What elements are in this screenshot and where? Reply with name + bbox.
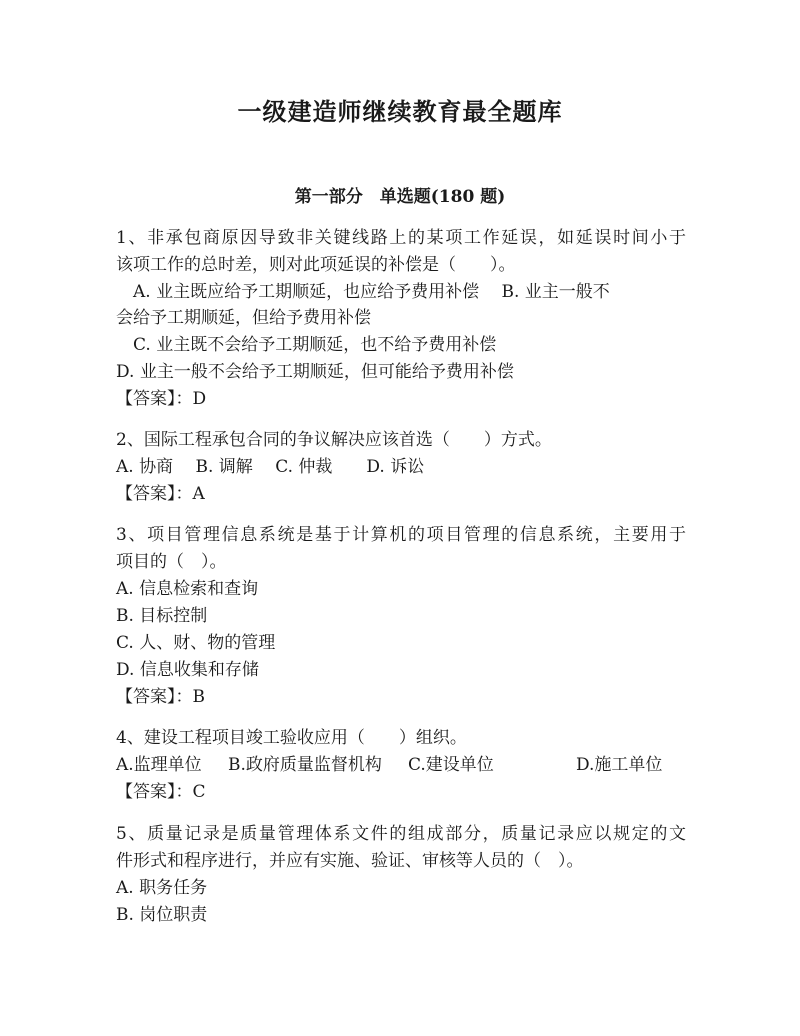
question-5-option-b: B. 岗位职责 <box>116 905 208 925</box>
question-4-options <box>116 753 686 777</box>
question-4-text: 4、建设工程项目竣工验收应用（ ）组织。 <box>116 728 467 748</box>
question-1-answer: 【答案】：D <box>116 389 207 409</box>
question-3-answer: 【答案】：B <box>116 687 205 707</box>
question-4-option-a: A.监理单位 <box>116 755 202 775</box>
question-5-text-line-1: 5、质量记录是质量管理体系文件的组成部分，质量记录应以规定的文 <box>116 824 686 844</box>
question-3-option-b: B. 目标控制 <box>116 606 208 626</box>
question-5-text-line-2: 件形式和程序进行，并应有实施、验证、审核等人员的（ ）。 <box>116 851 584 871</box>
question-4-option-c: C.建设单位 <box>408 755 494 775</box>
question-4-option-b: B.政府质量监督机构 <box>228 755 382 775</box>
question-2-options: A. 协商 B. 调解 C. 仲裁 D. 诉讼 <box>116 457 425 477</box>
question-1-options-line-2: 会给予工期顺延，但给予费用补偿 <box>116 308 371 328</box>
question-3-option-d: D. 信息收集和存储 <box>116 660 259 680</box>
question-1-option-c: C. 业主既不会给予工期顺延，也不给予费用补偿 <box>116 335 497 355</box>
question-5-option-a: A. 职务任务 <box>116 878 208 898</box>
question-1-option-d: D. 业主一般不会给予工期顺延，但可能给予费用补偿 <box>116 362 514 382</box>
question-3-text-line-1: 3、项目管理信息系统是基于计算机的项目管理的信息系统，主要用于 <box>116 525 686 545</box>
section-heading: 第一部分 单选题(180 题) <box>294 187 506 207</box>
question-1-text-line-2: 该项工作的总时差，则对此项延误的补偿是（ ）。 <box>116 255 516 275</box>
question-1-options-line-1: A. 业主既应给予工期顺延，也应给予费用补偿 B. 业主一般不 <box>116 282 610 302</box>
document-title: 一级建造师继续教育最全题库 <box>237 97 563 126</box>
question-2-answer: 【答案】：A <box>116 484 205 504</box>
question-2-text: 2、国际工程承包合同的争议解决应该首选（ ）方式。 <box>116 430 552 450</box>
question-3-text-line-2: 项目的（ ）。 <box>116 552 227 572</box>
question-4-option-d: D.施工单位 <box>576 755 663 775</box>
question-3-option-c: C. 人、财、物的管理 <box>116 633 276 653</box>
question-1-text-line-1: 1、非承包商原因导致非关键线路上的某项工作延误，如延误时间小于 <box>116 228 686 248</box>
question-4-answer: 【答案】：C <box>116 782 206 802</box>
question-3-option-a: A. 信息检索和查询 <box>116 579 259 599</box>
